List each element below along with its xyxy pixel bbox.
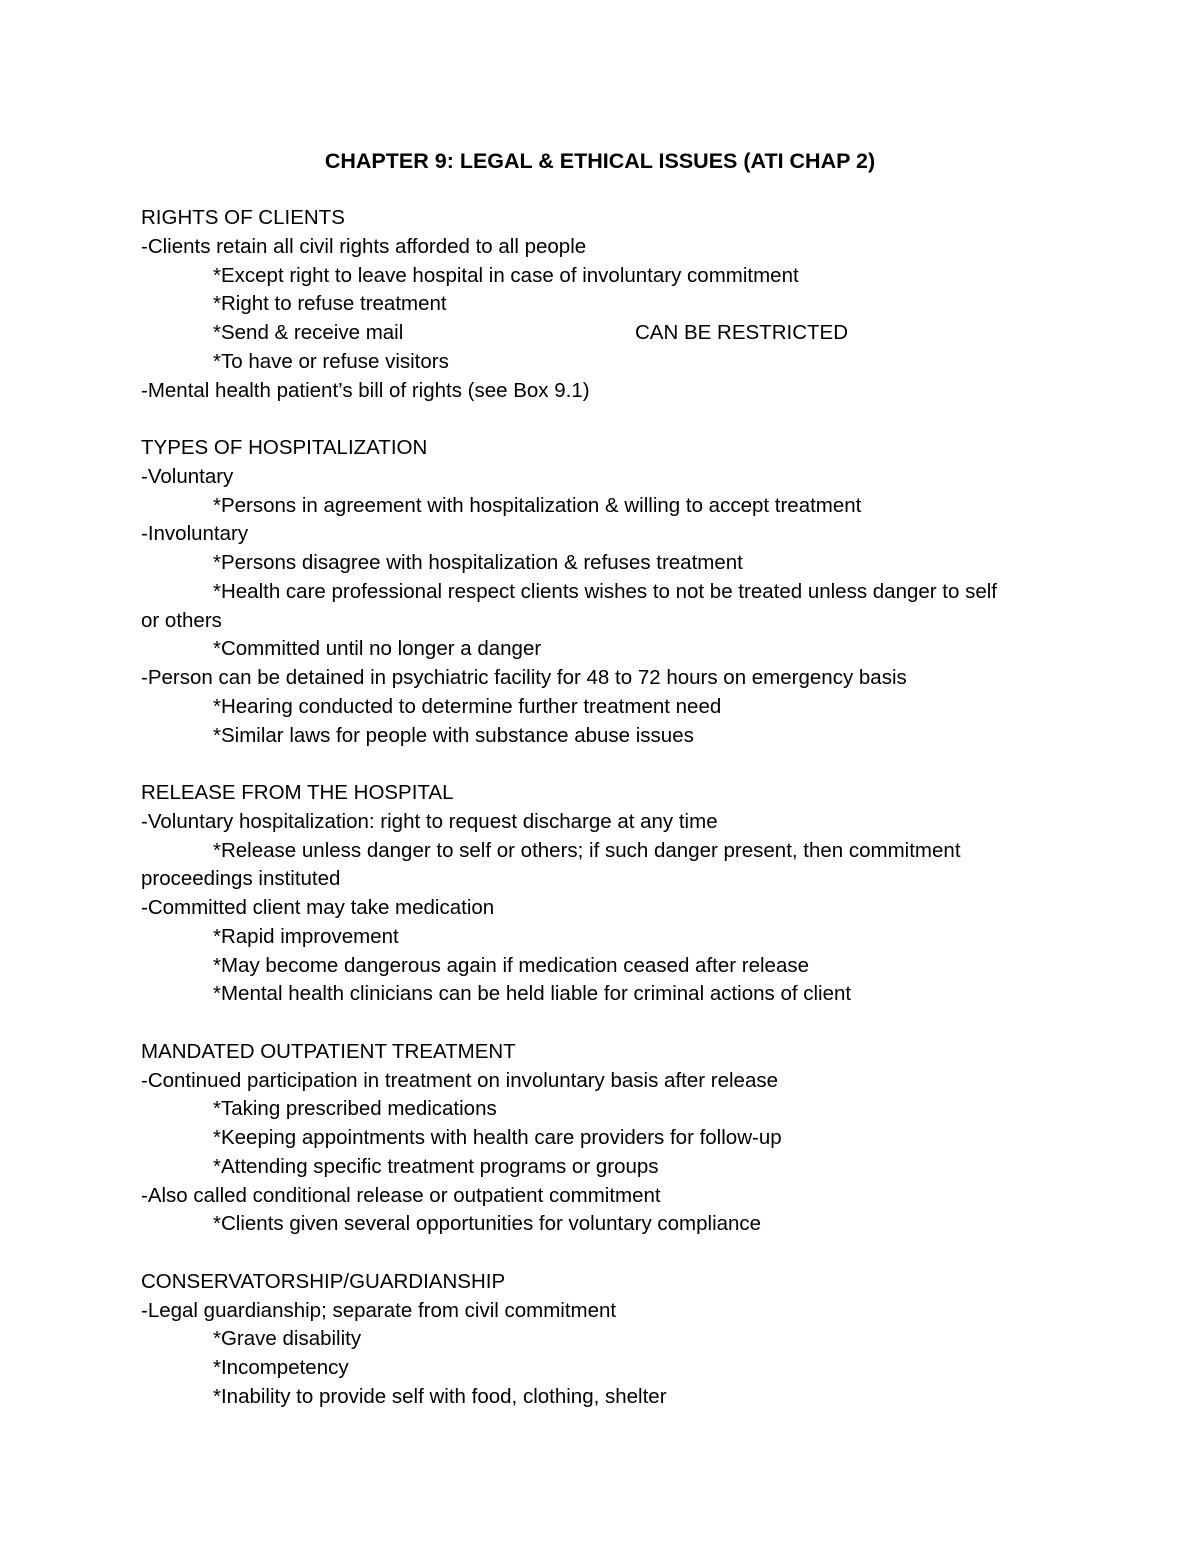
section-heading-rights-of-clients: RIGHTS OF CLIENTS — [141, 206, 345, 229]
bullet-line: *Inability to provide self with food, clothing, shelter — [213, 1384, 667, 1408]
body-line: -Voluntary hospitalization: right to request discharge at any time — [141, 809, 718, 833]
bullet-line: *Incompetency — [213, 1356, 349, 1379]
bullet-line: *Taking prescribed medications — [213, 1097, 497, 1121]
bullet-line: *Rapid improvement — [213, 924, 399, 948]
bullet-line: *Similar laws for people with substance abuse issues — [213, 723, 694, 747]
bullet-line: *Clients given several opportunities for voluntary compliance — [213, 1212, 762, 1236]
section-spacer — [141, 405, 1061, 434]
section-heading-types-of-hospitalization: TYPES OF HOSPITALIZATION — [141, 436, 428, 459]
bullet-line: *Hearing conducted to determine further treatment need — [213, 694, 722, 718]
bullet-line: *Mental health clinicians can be held liable for criminal actions of client — [213, 982, 852, 1006]
document-body — [141, 204, 1061, 1412]
bullet-line: *Committed until no longer a danger — [213, 637, 542, 661]
bullet-line-with-note — [141, 319, 1061, 348]
restriction-note: CAN BE RESTRICTED — [635, 321, 848, 344]
body-line: -Voluntary — [141, 464, 234, 488]
bullet-line: *Health care professional respect clients wishes to not be treated unless danger to self — [213, 579, 997, 603]
body-line: -Person can be detained in psychiatric facility for 48 to 72 hours on emergency basis — [141, 666, 907, 689]
section-heading-mandated-outpatient-treatment: MANDATED OUTPATIENT TREATMENT — [141, 1039, 516, 1063]
document-title: CHAPTER 9: LEGAL & ETHICAL ISSUES (ATI CHAP 2) — [324, 149, 876, 173]
body-line: -Also called conditional release or outpatient commitment — [141, 1183, 661, 1207]
bullet-text: *Send & receive mail — [213, 321, 404, 344]
wrapped-line: proceedings instituted — [141, 867, 341, 891]
body-line: -Committed client may take medication — [141, 896, 495, 919]
bullet-line: *Attending specific treatment programs or groups — [213, 1154, 659, 1178]
section-spacer — [141, 1239, 1061, 1268]
section-spacer — [141, 750, 1061, 779]
bullet-line: *To have or refuse visitors — [213, 349, 449, 373]
body-line: -Clients retain all civil rights afforded to all people — [141, 234, 587, 258]
bullet-line: *Persons disagree with hospitalization & refuses treatment — [213, 551, 743, 574]
body-line: -Continued participation in treatment on involuntary basis after release — [141, 1068, 778, 1092]
bullet-line: *Right to refuse treatment — [213, 292, 447, 316]
section-spacer — [141, 1009, 1061, 1038]
bullet-line: *Persons in agreement with hospitalization & willing to accept treatment — [213, 493, 862, 517]
body-line: -Legal guardianship; separate from civil commitment — [141, 1298, 617, 1322]
body-line: -Mental health patient’s bill of rights (see Box 9.1) — [141, 378, 590, 402]
section-heading-release-from-hospital: RELEASE FROM THE HOSPITAL — [141, 781, 454, 804]
wrapped-line: or others — [141, 608, 222, 632]
bullet-line: *May become dangerous again if medication ceased after release — [213, 953, 809, 977]
bullet-line: *Grave disability — [213, 1327, 362, 1351]
body-line: -Involuntary — [141, 522, 249, 546]
bullet-line: *Except right to leave hospital in case of involuntary commitment — [213, 263, 799, 287]
bullet-line: *Release unless danger to self or others; if such danger present, then commitment — [213, 838, 961, 862]
section-heading-conservatorship-guardianship: CONSERVATORSHIP/GUARDIANSHIP — [141, 1269, 506, 1293]
bullet-line: *Keeping appointments with health care providers for follow-up — [213, 1126, 782, 1149]
